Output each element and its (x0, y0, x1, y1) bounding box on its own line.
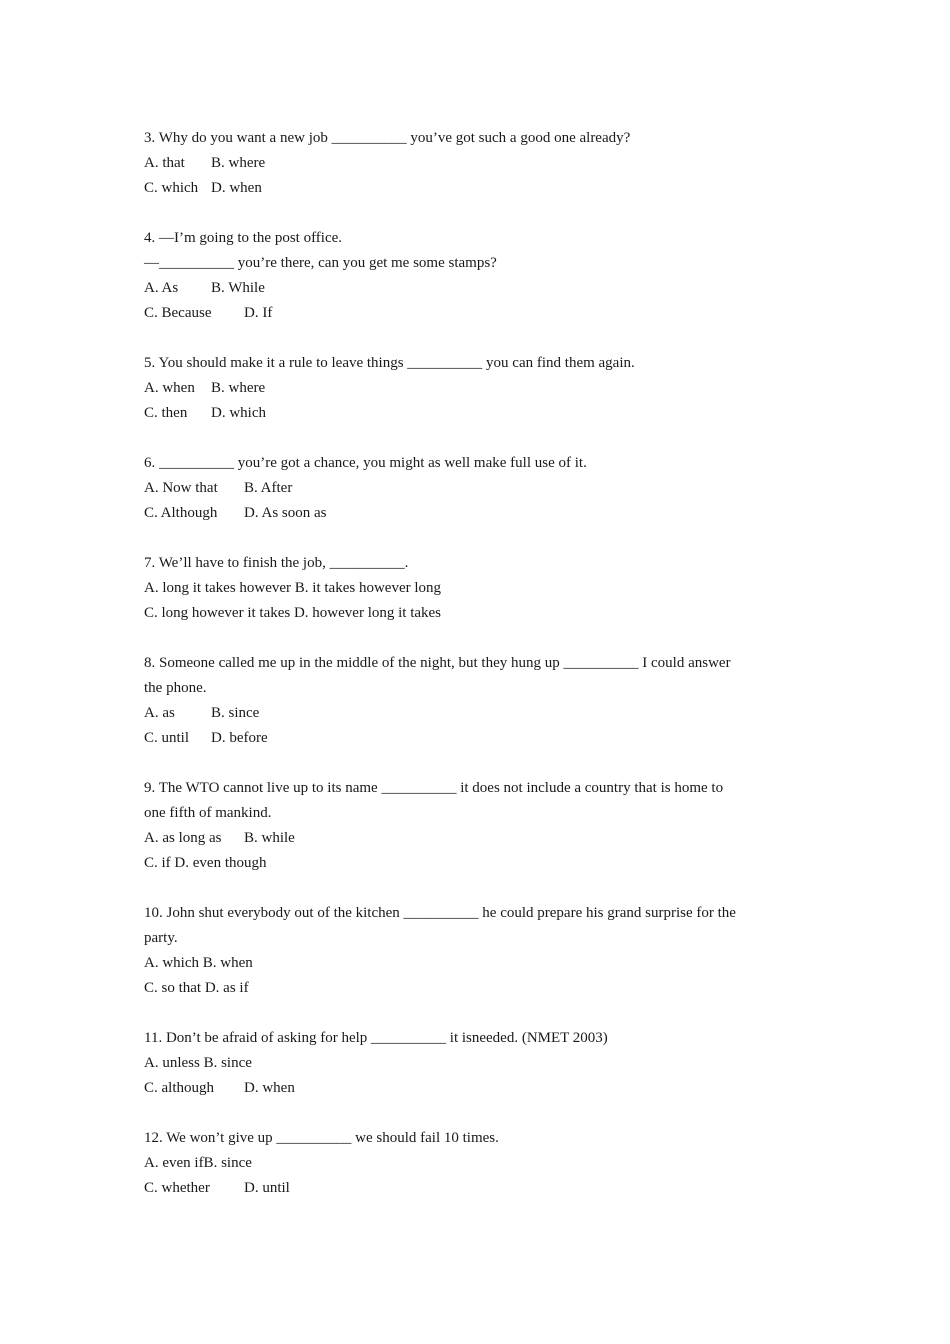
answer-option: C. until (144, 730, 190, 746)
answer-option: C. although (144, 1080, 214, 1096)
option-row (144, 401, 814, 426)
question-block (144, 351, 814, 426)
question-block (144, 551, 814, 626)
option-row (144, 951, 814, 976)
option-row (144, 276, 814, 301)
question-stem: one fifth of mankind. (144, 805, 272, 821)
answer-option: A. as (144, 705, 175, 721)
option-row (144, 826, 814, 851)
question-block (144, 901, 814, 1001)
question-stem: party. (144, 930, 178, 946)
answer-option: C. Although (144, 505, 218, 521)
answer-option: B. since (211, 705, 260, 721)
question-stem: 5. You should make it a rule to leave things __________ you can find them again. (144, 355, 635, 371)
answer-option: D. when (244, 1080, 295, 1096)
option-row (144, 376, 814, 401)
question-stem: 9. The WTO cannot live up to its name __________ it does not include a country that is home to (144, 780, 724, 796)
option-row (144, 151, 814, 176)
option-row (144, 476, 814, 501)
question-stem: —__________ you’re there, can you get me some stamps? (144, 255, 497, 271)
option-row (144, 576, 814, 601)
answer-option: D. As soon as (244, 505, 327, 521)
answer-option: D. which (211, 405, 266, 421)
question-stem: 11. Don’t be afraid of asking for help __________ it isneeded. (NMET 2003) (144, 1030, 608, 1046)
option-row (144, 851, 814, 876)
option-row (144, 726, 814, 751)
answer-option: A. that (144, 155, 185, 171)
option-row (144, 1051, 814, 1076)
question-block (144, 776, 814, 876)
option-row (144, 976, 814, 1001)
option-row (144, 601, 814, 626)
question-stem: 4. —I’m going to the post office. (144, 230, 343, 246)
answer-option: A. As (144, 280, 179, 296)
answer-option: C. long however it takes D. however long it takes (144, 605, 442, 621)
question-stem: the phone. (144, 680, 207, 696)
answer-option: C. whether (144, 1180, 210, 1196)
answer-option: B. While (211, 280, 265, 296)
option-row (144, 301, 814, 326)
answer-option: C. which (144, 180, 199, 196)
answer-option: C. so that D. as if (144, 980, 249, 996)
answer-option: B. while (244, 830, 295, 846)
answer-option: A. long it takes however B. it takes however long (144, 580, 442, 596)
worksheet-page (144, 126, 814, 1226)
option-row (144, 1176, 814, 1201)
answer-option: A. Now that (144, 480, 218, 496)
answer-option: C. Because (144, 305, 212, 321)
question-block (144, 451, 814, 526)
answer-option: A. which B. when (144, 955, 253, 971)
answer-option: D. when (211, 180, 262, 196)
question-stem: 3. Why do you want a new job __________ you’ve got such a good one already? (144, 130, 631, 146)
answer-option: B. After (244, 480, 293, 496)
option-row (144, 176, 814, 201)
question-stem: 10. John shut everybody out of the kitchen __________ he could prepare his grand surprise for the (144, 905, 736, 921)
option-row (144, 701, 814, 726)
option-row (144, 1151, 814, 1176)
answer-option: A. unless B. since (144, 1055, 252, 1071)
answer-option: D. before (211, 730, 268, 746)
option-row (144, 501, 814, 526)
answer-option: A. as long as (144, 830, 222, 846)
answer-option: C. if D. even though (144, 855, 267, 871)
option-row (144, 1076, 814, 1101)
question-block (144, 651, 814, 751)
question-stem: 12. We won’t give up __________ we should fail 10 times. (144, 1130, 499, 1146)
question-block (144, 1126, 814, 1201)
question-block (144, 126, 814, 201)
question-block (144, 226, 814, 326)
answer-option: A. even ifB. since (144, 1155, 252, 1171)
question-stem: 8. Someone called me up in the middle of the night, but they hung up __________ I could answer (144, 655, 731, 671)
question-block (144, 1026, 814, 1101)
answer-option: C. then (144, 405, 188, 421)
answer-option: D. until (244, 1180, 290, 1196)
answer-option: B. where (211, 155, 266, 171)
question-stem: 7. We’ll have to finish the job, __________. (144, 555, 409, 571)
answer-option: B. where (211, 380, 266, 396)
answer-option: A. when (144, 380, 195, 396)
question-stem: 6. __________ you’re got a chance, you might as well make full use of it. (144, 455, 587, 471)
answer-option: D. If (244, 305, 273, 321)
